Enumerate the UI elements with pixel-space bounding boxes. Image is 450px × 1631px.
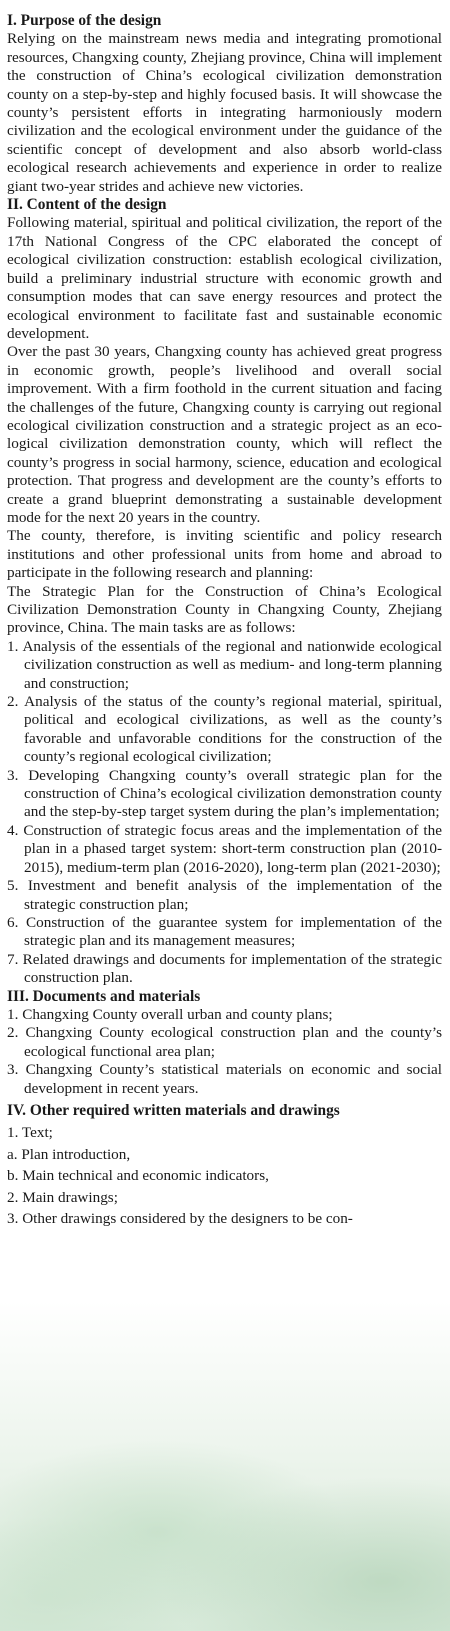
list-item: 3. Changxing County’s statistical materials on economic and social development in recent years. [7, 1061, 442, 1097]
list-item: 7. Related drawings and documents for implementation of the strategic construction plan. [7, 950, 442, 987]
task-list [7, 638, 442, 988]
section-heading-other-materials: IV. Other required written materials and drawings [7, 1101, 340, 1119]
list-item: 3. Other drawings considered by the designers to be con- [7, 1210, 353, 1227]
list-item: 6. Construction of the guarantee system for implementation of the strategic plan and its management measures; [7, 913, 442, 950]
purpose-paragraph: Relying on the mainstream news media and integrating promotional resources, Changxing county, Zhejiang province, China will implement the construction of China’s ecological civilization demonstration county on a step-by-step and highly focused basis. It will showcase the county’s persistent efforts in integrating harmoniously modern civilization and the ecological environment under the guidance of the scientific concept of development and also absorb world-class ecological research achievements and experience in order to realize giant two-year strides and achieve new victories. [7, 30, 442, 195]
green-watercolor-background [0, 1301, 450, 1631]
content-paragraph-4: The Strategic Plan for the Construction of China’s Ecological Civilization Demonstration County in Changxing County, Zhejiang province, China. The main tasks are as follows: [7, 582, 442, 637]
list-item: 2. Main drawings; [7, 1188, 118, 1206]
content-paragraph-2: Over the past 30 years, Changxing county has achieved great progress in economic growth, people’s livelihood and overall social improvement. With a firm foothold in the current situation and facing the challenges of the future, Changxing county is carrying out regional ecological civilization construction and a strategic project as an ecological civilization demonstration county, which will reflect the county’s progress in social harmony, science, education and ecological protection. That progress and development are the county’s efforts to create a grand blueprint demonstrating a sustainable development mode for the next 20 years in the country. [7, 343, 442, 526]
list-item: 1. Text; [7, 1124, 53, 1142]
list-item: 4. Construction of strategic focus areas and the implementation of the plan in a phased target system: short-term construction plan (2010-2015), medium-term plan (2016-2020), long-term plan (2021-2030); [7, 821, 442, 876]
content-paragraph-3: The county, therefore, is inviting scientific and policy research institutions and other professional units from home and abroad to participate in the following research and planning: [7, 527, 442, 582]
list-item: 1. Changxing County overall urban and county plans; [7, 1005, 333, 1023]
list-item: 1. Analysis of the essentials of the regional and nationwide ecological civilization construction as well as medium- and long-term planning and construction; [7, 637, 442, 692]
section-heading-purpose: I. Purpose of the design [7, 12, 162, 29]
other-materials-list [7, 1124, 442, 1228]
list-item: 2. Changxing County ecological construction plan and the county’s ecological functional area plan; [7, 1024, 442, 1060]
list-item: 5. Investment and benefit analysis of the implementation of the strategic construction plan; [7, 877, 442, 913]
list-item: 3. Developing Changxing county’s overall strategic plan for the construction of China’s ecological civilization demonstration county and the step-by-step target system during the plan’s implementation; [7, 766, 442, 821]
list-item: b. Main technical and economic indicators, [7, 1167, 269, 1185]
section-heading-content: II. Content of the design [7, 196, 167, 214]
list-item: a. Plan introduction, [7, 1145, 131, 1163]
documents-list [7, 1006, 442, 1098]
section-heading-documents: III. Documents and materials [7, 987, 201, 1005]
list-item: 2. Analysis of the status of the county’s regional material, spiritual, political and ecological civilizations, as well as the county’s favorable and unfavorable conditions for the construction of the county’s regional ecological civilization; [7, 693, 442, 766]
content-paragraph-1: Following material, spiritual and political civilization, the report of the 17th National Congress of the CPC elaborated the concept of ecological civilization construction: establish ecological civilization, build a preliminary industrial structure with economic growth and consumption modes that can save energy resources and protect the ecological environment to facilitate fast and sustainable economic development. [7, 214, 442, 342]
